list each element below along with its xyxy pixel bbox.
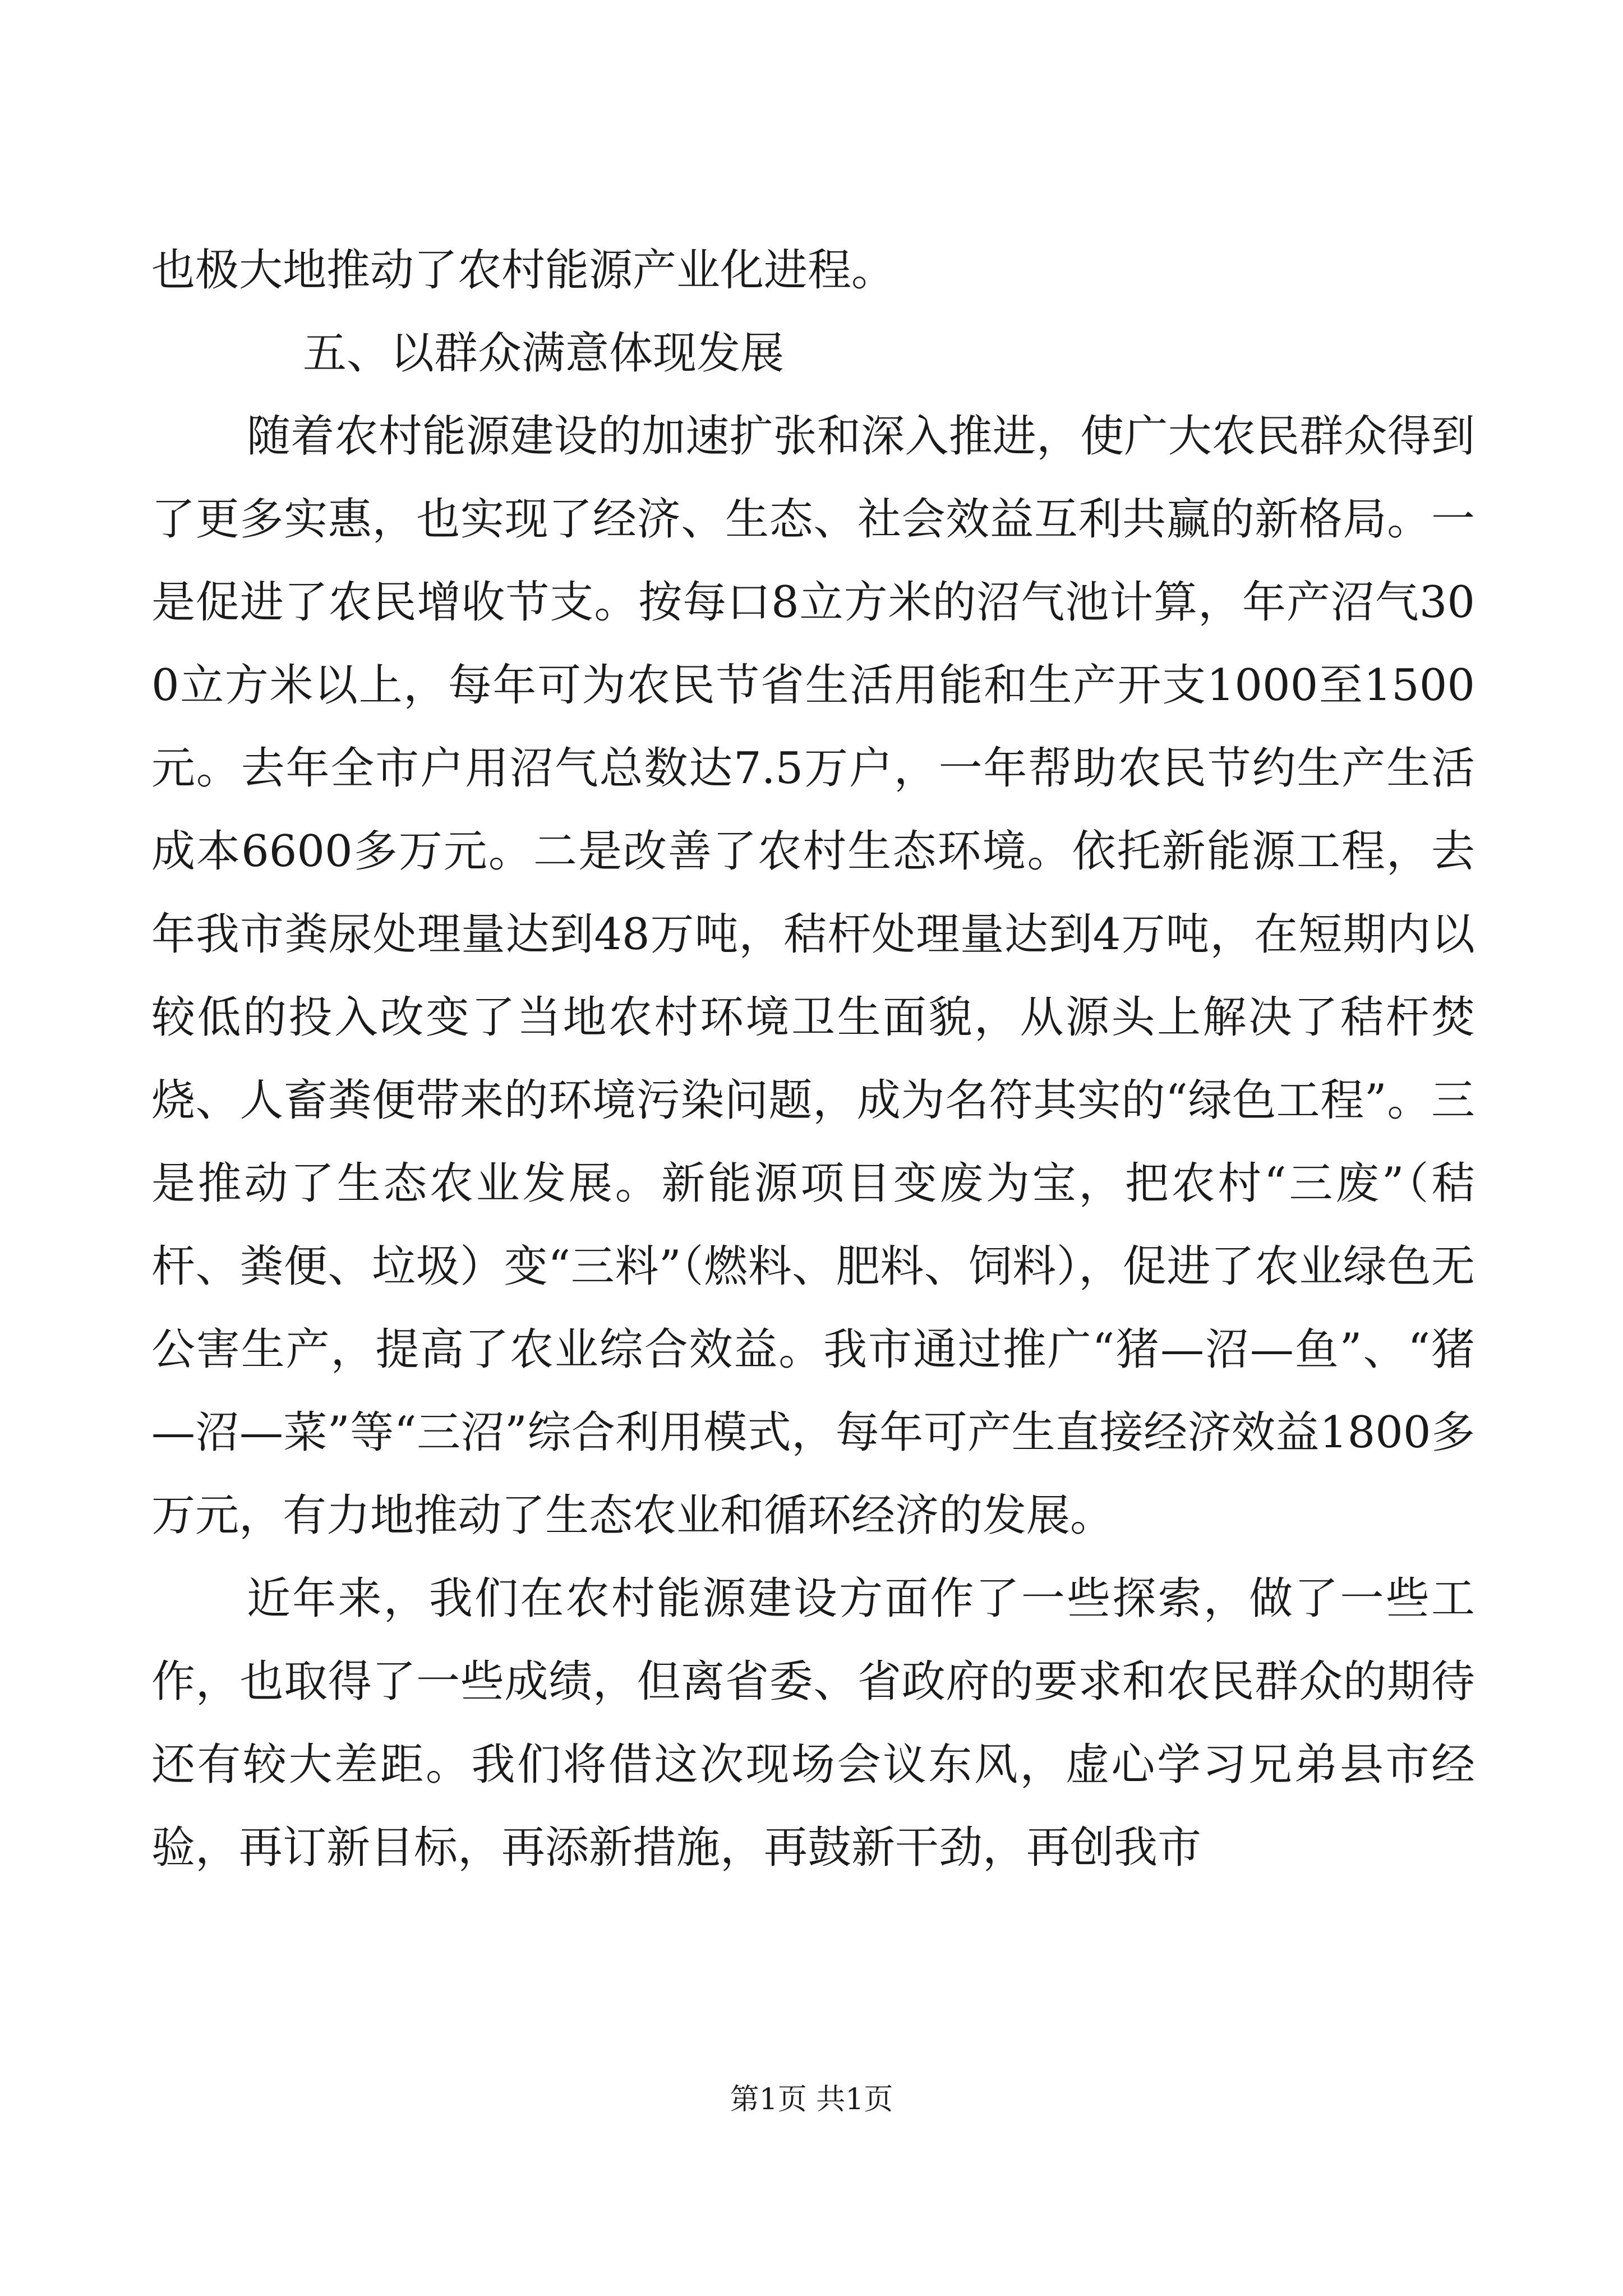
page-footer: 第1页 共1页 <box>730 2083 893 2116</box>
document-body <box>151 229 1475 1889</box>
continuation-paragraph: 也极大地推动了农村能源产业化进程。 <box>151 245 896 296</box>
section-heading: 五、以群众满意体现发展 <box>303 328 785 379</box>
body-paragraph: 随着农村能源建设的加速扩张和深入推进，使广大农民群众得到了更多实惠，也实现了经济、生态、社会效益互利共赢的新格局。一是促进了农民增收节支。按每口8立方米的沼气池计算，年产沼气300立方米以上，每年可为农民节省生活用能和生产开支1000至1500元。去年全市户用沼气总数达7.5万户，一年帮助农民节约生产生活成本6600多万元。二是改善了农村生态环境。依托新能源工程，去年我市粪尿处理量达到48万吨，秸杆处理量达到4万吨，在短期内以较低的投入改变了当地农村环境卫生面貌，从源头上解决了秸杆焚烧、人畜粪便带来的环境污染问题，成为名符其实的“绿色工程”。三是推动了生态农业发展。新能源项目变废为宝，把农村“三废”（秸杆、粪便、垃圾）变“三料”（燃料、肥料、饲料），促进了农业绿色无公害生产，提高了农业综合效益。我市通过推广“猪—沼—鱼”、“猪—沼—菜”等“三沼”综合利用模式，每年可产生直接经济效益1800多万元，有力地推动了生态农业和循环经济的发展。 <box>151 411 1475 1541</box>
body-paragraph: 近年来，我们在农村能源建设方面作了一些探索，做了一些工作，也取得了一些成绩，但离省委、省政府的要求和农民群众的期待还有较大差距。我们将借这次现场会议东风，虚心学习兄弟县市经验，再订新目标，再添新措施，再鼓新干劲，再创我市 <box>151 1573 1475 1873</box>
